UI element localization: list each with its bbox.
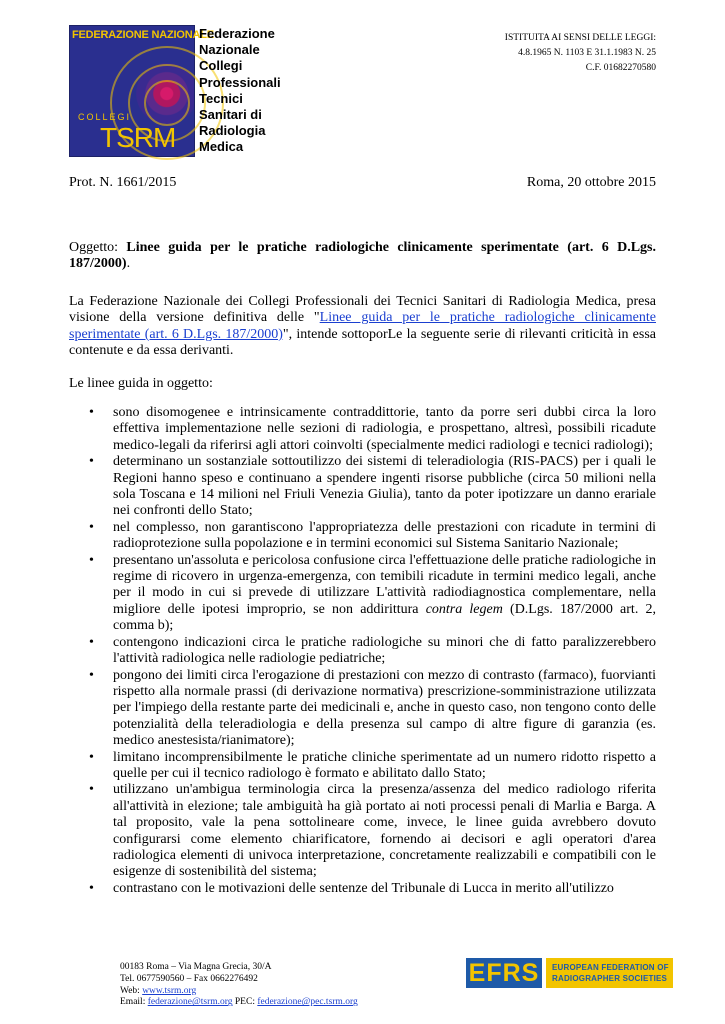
list-item xyxy=(69,635,656,668)
email-link[interactable]: federazione@tsrm.org xyxy=(147,997,233,1008)
footer-contacts xyxy=(120,962,358,1009)
list-item-text: contengono indicazioni circa le pratiche radiologiche su minori che di fatto paralizzerebbero l'attività radiologica nelle radiologie pediatriche; xyxy=(113,634,656,667)
footer-pec-label: PEC: xyxy=(232,997,258,1008)
legal-line: 4.8.1965 N. 1103 E 31.1.1983 N. 25 xyxy=(518,48,656,58)
list-item-text: determinano un sostanziale sottoutilizzo dei sistemi di teleradiologia (RIS-PACS) per i quali le Regioni hanno speso e continuano a spendere ingenti risorse pubbliche (circa 50 milioni nella sola Toscana e 14 milioni nel Friuli Venezia Giulia), tanto da poter ipotizzare un danno erariale nei confronti dello Stato; xyxy=(113,454,656,519)
org-line: Tecnici xyxy=(199,90,243,106)
footer-web-label: Web: xyxy=(120,985,143,996)
guidelines-link[interactable]: Linee guida per le pratiche radiologiche clinicamente sperimentate (art. 6 D.Lgs. 187/2000) xyxy=(69,310,656,342)
list-item xyxy=(69,782,656,880)
list-item xyxy=(69,520,656,553)
tsrm-logo xyxy=(69,25,214,157)
list-item-text: limitano incomprensibilmente le pratiche cliniche sperimentate ad un numero ridotto rispetto a quelle per cui il tecnico radiologo è formato e abilitato dallo Stato; xyxy=(113,749,656,781)
org-line: Collegi xyxy=(199,58,243,74)
list-item-text: presentano un'assoluta e pericolosa confusione circa l'effettuazione delle pratiche radiologiche in regime di ricovero in urgenza-emergenza, con temibili ricadute in termini medico legali, anche per il modo in cui si prevede di utilizzare L'attività radiodiagnostica complementare, nella migliore delle ipotesi improprio, se non addirittura xyxy=(113,552,656,617)
bullet-icon: • xyxy=(89,667,94,683)
footer-email-label: Email: xyxy=(120,997,148,1008)
list-item xyxy=(69,454,656,520)
list-item-text: pongono dei limiti circa l'erogazione di prestazioni con mezzo di contrasto (farmaco), fuorvianti rispetto alla normale prassi (di derivazione normativa) prescrizione-somministrazione utilizzata per l'impiego della restante parte dei medicinali e, anche in questo caso, non tengono conto delle potenzialità della teleradiologia e della presenza sul campo di altre figure di garanzia (es. medico anestesista/rianimatore); xyxy=(113,667,656,749)
logo-collegi-text: COLLEGI xyxy=(78,112,132,122)
letter-date: Roma, 20 ottobre 2015 xyxy=(526,175,656,190)
legal-line: C.F. 01682270580 xyxy=(585,63,656,73)
org-line: Medica xyxy=(199,139,244,155)
intro-paragraph xyxy=(69,294,656,360)
list-item-tail: (D.Lgs. 187/2000 art. 2, comma b); xyxy=(113,601,656,634)
subject-line xyxy=(69,240,656,273)
bullet-icon: • xyxy=(89,782,94,798)
footer-web-line xyxy=(120,986,358,998)
list-item xyxy=(69,881,656,897)
logo-tsrm-text: TSRM xyxy=(100,122,176,153)
list-item-text: nel complesso, non garantiscono l'appropriatezza delle prestazioni con ricadute in termini di radioprotezione sulla popolazione e in termini economici sul Sistema Sanitario Nazionale; xyxy=(113,519,656,552)
criticality-list xyxy=(69,405,656,897)
subject-title: Linee guida per le pratiche radiologiche clinicamente sperimentate (art. 6 D.Lgs. 187/2000) xyxy=(69,240,656,272)
bullet-icon: • xyxy=(89,634,94,650)
list-item xyxy=(69,553,656,635)
intro-before: La Federazione Nazionale dei Collegi Professionali dei Tecnici Sanitari di Radiologia Medica, presa visione della versione definitiva delle " xyxy=(69,294,656,326)
subject-end: . xyxy=(126,256,131,272)
pec-link[interactable]: federazione@pec.tsrm.org xyxy=(257,997,358,1008)
efrs-logo xyxy=(466,958,673,988)
footer-phone: Tel. 0677590560 – Fax 0662276492 xyxy=(120,973,258,984)
org-line: Federazione xyxy=(199,26,275,41)
list-item-text: sono disomogenee e intrinsicamente contraddittorie, tanto da porre seri dubbi circa la loro effettiva implementazione nelle sezioni di radiologia, e prospettano, altresì, possibili ricadute medico-legali da riferirsi agli attori coinvolti (specialmente medici radiologi e tecnici radiologi); xyxy=(113,405,656,453)
list-item xyxy=(69,750,656,783)
subject-label: Oggetto: xyxy=(69,240,127,255)
efrs-line: RADIOGRAPHER SOCIETIES xyxy=(552,974,668,983)
legal-line: ISTITUITA AI SENSI DELLE LEGGI: xyxy=(504,33,656,43)
footer-email-line xyxy=(120,997,358,1009)
intro-after: ", intende sottoporLe la seguente serie di rilevanti criticità in essa contenute e da essa derivanti. xyxy=(69,326,657,359)
efrs-fullname xyxy=(546,958,673,988)
bullet-icon: • xyxy=(89,880,94,896)
web-link[interactable]: www.tsrm.org xyxy=(142,985,197,996)
footer-address: 00183 Roma – Via Magna Grecia, 30/A xyxy=(120,962,272,972)
bullet-icon: • xyxy=(89,454,94,470)
bullet-icon: • xyxy=(89,405,94,420)
list-item-text: utilizzano un'ambigua terminologia circa la presenza/assenza del medico radiologo riferita all'attività in elezione; tale ambiguità ha già portato ai noti processi penali di Marlia e Barga. A tal proposito, vale la pena sottolineare come, invece, le linee guida avrebbero dovuto configurarsi come elemento chiarificatore, fornendo ai decisori e agli operatori d'area radiologica elementi di univoca interpretazione, concretamente realizzabili e compatibili con le esigenze di sostenibilità del sistema; xyxy=(113,782,656,880)
protocol-number: Prot. N. 1661/2015 xyxy=(69,175,177,190)
org-line: Nazionale xyxy=(199,42,260,58)
list-item-text: contrastano con le motivazioni delle sentenze del Tribunale di Lucca in merito all'utilizzo xyxy=(113,880,614,896)
legal-info xyxy=(505,31,656,76)
list-lead: Le linee guida in oggetto: xyxy=(69,376,213,391)
bullet-icon: • xyxy=(89,519,94,535)
efrs-line: EUROPEAN FEDERATION OF xyxy=(552,963,669,972)
org-line: Professionali xyxy=(199,74,281,90)
bullet-icon: • xyxy=(89,749,94,765)
efrs-abbreviation: EFRS xyxy=(466,958,542,988)
list-item xyxy=(69,405,656,454)
org-line: Sanitari di xyxy=(199,107,262,123)
bullet-icon: • xyxy=(89,552,94,568)
organization-name xyxy=(199,26,309,156)
org-line: Radiologia xyxy=(199,123,266,139)
list-item xyxy=(69,668,656,750)
list-item-italic: contra legem xyxy=(425,601,503,617)
logo-top-text: FEDERAZIONE NAZIONALE xyxy=(72,29,214,41)
